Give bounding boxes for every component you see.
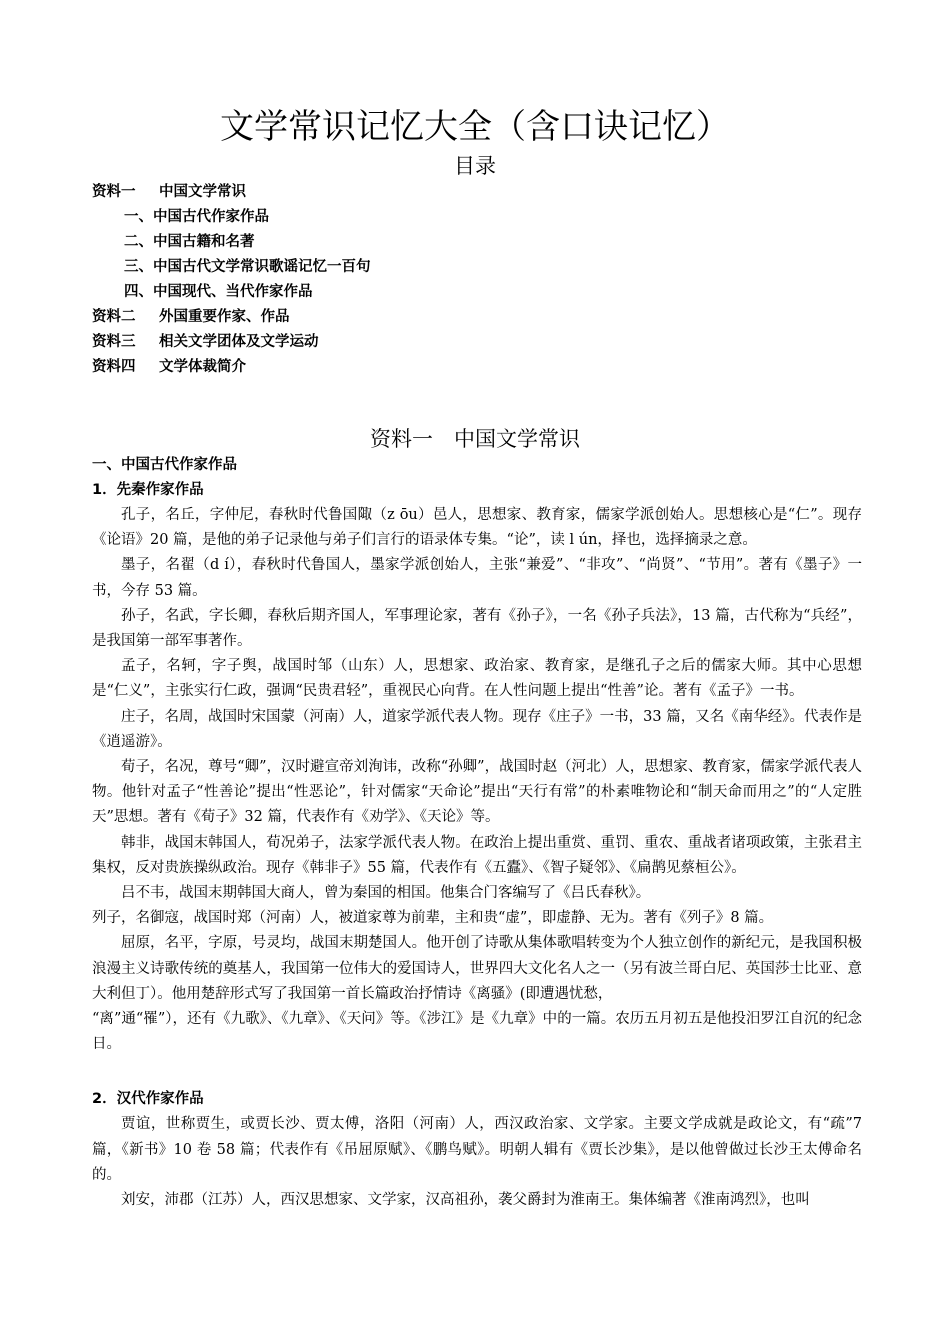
toc-item[interactable]: 三、中国古代文学常识歌谣记忆一百句 <box>124 259 371 275</box>
paragraph: 孔子，名丘，字仲尼，春秋时代鲁国陬（z ōu）邑人，思想家、教育家，儒家学派创始人。思想核心是“仁”。现存《论语》20 篇，是他的弟子记录他与弟子们言行的语录体专集。“论”，读 l ún，择也，选择摘录之意。 <box>92 507 862 549</box>
paragraph: 荀子，名况，尊号“卿”，汉时避宣帝刘洵讳，改称“孙卿”，战国时赵（河北）人，思想家、教育家，儒家学派代表人物。他针对孟子“性善论”提出“性恶论”，针对儒家“天命论”提出“天行有常”的朴素唯物论和“制天命而用之”的“人定胜天”思想。著有《荀子》32 篇，代表作有《劝学》、《天论》等。 <box>92 759 862 826</box>
table-of-contents <box>92 180 872 380</box>
subsection-heading: 1．先秦作家作品 <box>92 482 204 498</box>
paragraph: 吕不韦，战国末期韩国大商人，曾为秦国的相国。他集合门客编写了《吕氏春秋》。 <box>121 885 651 902</box>
toc-item[interactable]: 一、中国古代作家作品 <box>124 209 269 225</box>
paragraph: 贾谊，世称贾生，或贾长沙、贾太傅，洛阳（河南）人，西汉政治家、文学家。主要文学成就是政论文，有“疏”7 篇，《新书》10 卷 58 篇；代表作有《吊屈原赋》、《鹏鸟赋》。明朝人辑有《贾长沙集》，是以他曾做过长沙王太傅命名的。 <box>92 1116 862 1183</box>
paragraph: 屈原，名平，字原，号灵均，战国末期楚国人。他开创了诗歌从集体歌唱转变为个人独立创作的新纪元，是我国积极浪漫主义诗歌传统的奠基人，我国第一位伟大的爱国诗人，世界四大文化名人之一（另有波兰哥白尼、英国莎士比亚、意大利但丁）。他用楚辞形式写了我国第一首长篇政治抒情诗《离骚》(即遭遇忧愁， <box>92 935 862 1002</box>
paragraph: 孟子，名轲，字子舆，战国时邹（山东）人，思想家、政治家、教育家，是继孔子之后的儒家大师。其中心思想是“仁义”，主张实行仁政，强调“民贵君轻”，重视民心向背。在人性问题上提出“性善”论。著有《孟子》一书。 <box>92 658 862 700</box>
toc-title: 目录 <box>454 154 496 178</box>
paragraph: 庄子，名周，战国时宋国蒙（河南）人，道家学派代表人物。现存《庄子》一书，33 篇，又名《南华经》。代表作是《逍遥游》。 <box>92 708 862 750</box>
toc-item[interactable]: 资料二 外国重要作家、作品 <box>92 309 290 325</box>
section-title: 资料一 中国文学常识 <box>370 427 580 451</box>
toc-item[interactable]: 资料四 文学体裁简介 <box>92 359 246 375</box>
paragraph: “离”通“罹”），还有《九歌》、《九章》、《天问》等。《涉江》是《九章》中的一篇。农历五月初五是他投汨罗江自沉的纪念日。 <box>92 1011 862 1053</box>
toc-item[interactable]: 二、中国古籍和名著 <box>124 234 255 250</box>
subsection-heading: 2．汉代作家作品 <box>92 1091 204 1108</box>
toc-item[interactable]: 资料三 相关文学团体及文学运动 <box>92 334 319 350</box>
body-content <box>92 453 862 1213</box>
toc-item[interactable]: 四、中国现代、当代作家作品 <box>124 284 313 300</box>
part-heading: 一、中国古代作家作品 <box>92 457 237 473</box>
document-title: 文学常识记忆大全（含口诀记忆） <box>220 107 730 147</box>
toc-item[interactable]: 资料一 中国文学常识 <box>92 184 246 200</box>
paragraph: 墨子，名翟（d í），春秋时代鲁国人，墨家学派创始人，主张“兼爱”、“非攻”、“尚贤”、“节用”。著有《墨子》一书，今存 53 篇。 <box>92 557 862 599</box>
paragraph: 韩非，战国末韩国人，荀况弟子，法家学派代表人物。在政治上提出重赏、重罚、重农、重战者诸项政策，主张君主集权，反对贵族操纵政治。现存《韩非子》55 篇，代表作有《五蠹》、《智子疑邻》、《扁鹊见蔡桓公》。 <box>92 834 862 876</box>
paragraph: 孙子，名武，字长卿，春秋后期齐国人，军事理论家，著有《孙子》，一名《孙子兵法》，13 篇，古代称为“兵经”， 是我国第一部军事著作。 <box>92 607 862 650</box>
paragraph: 列子，名御寇，战国时郑（河南）人，被道家尊为前辈，主和贵“虚”，即虚静、无为。著有《列子》8 篇。 <box>92 910 774 927</box>
paragraph: 刘安，沛郡（江苏）人，西汉思想家、文学家，汉高祖孙，袭父爵封为淮南王。集体编著《淮南鸿烈》，也叫 <box>121 1192 810 1209</box>
